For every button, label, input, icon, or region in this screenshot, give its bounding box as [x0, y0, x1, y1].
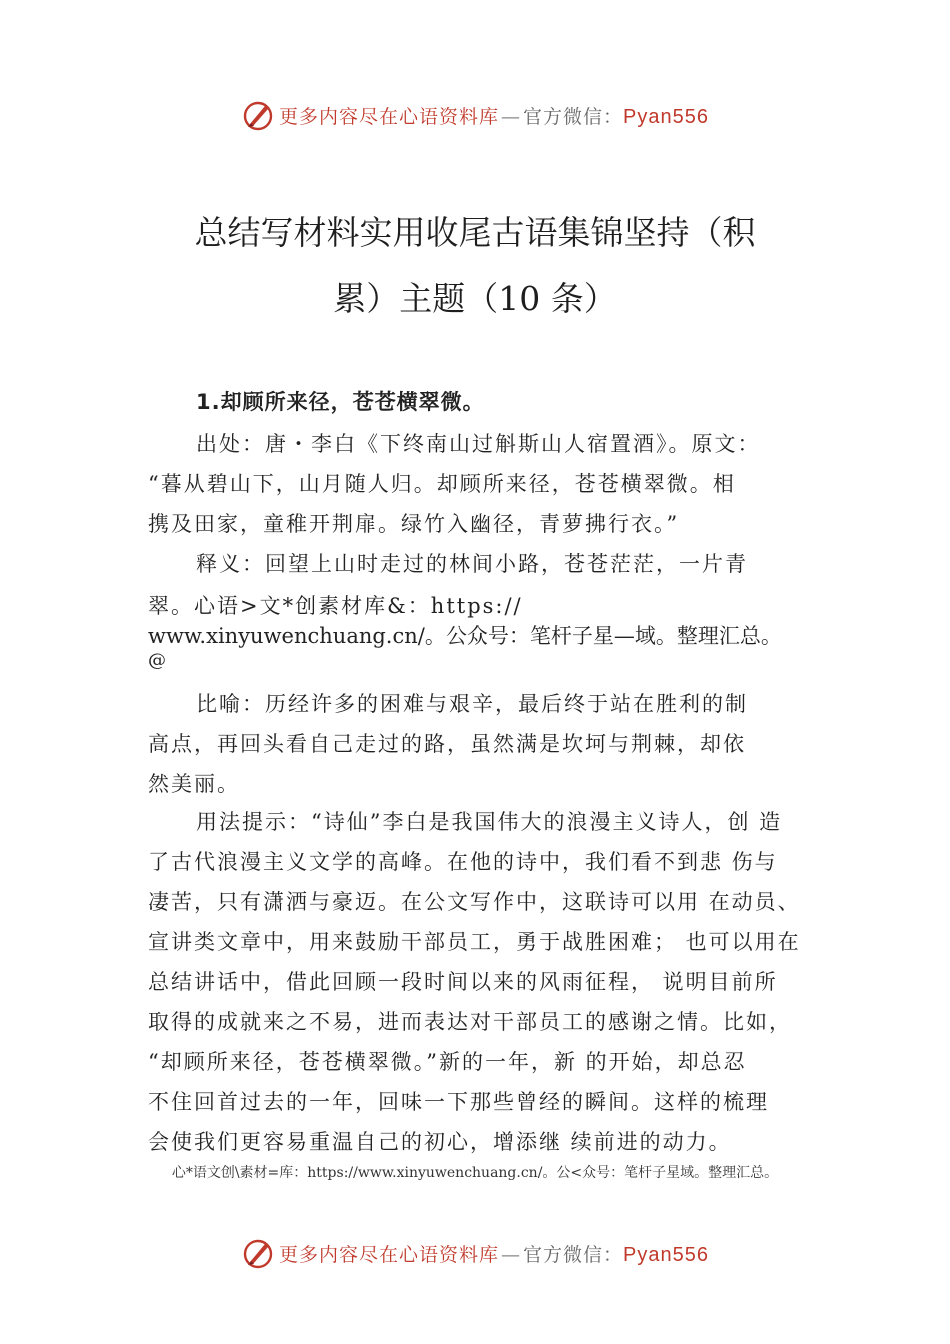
banner-text: [279, 102, 709, 129]
banner-wechat: Pyan556: [623, 105, 709, 128]
meaning-line: 翠。心语>文*创素材库&：https://: [148, 594, 523, 618]
title-line-2: 累）主题（10 条）: [333, 279, 617, 318]
metaphor-line: 高点，再回头看自己走过的路，虽然满是坎坷与荆棘，却依: [148, 732, 746, 756]
document-title: [100, 200, 850, 332]
banner-wechat: Pyan556: [623, 1243, 709, 1266]
section-heading: 1.却顾所来径，苍苍横翠微。: [196, 390, 485, 414]
brush-logo-icon: [241, 1236, 275, 1270]
usage-line: 用法提示：“诗仙”李白是我国伟大的浪漫主义诗人，创 造: [196, 810, 783, 834]
banner-sub: 官方微信：: [523, 1243, 624, 1266]
usage-line: 会使我们更容易重温自己的初心，增添继 续前进的动力。: [148, 1130, 732, 1154]
banner-brand: 更多内容尽在心语资料库: [279, 1243, 500, 1266]
meaning-line: @: [148, 650, 168, 671]
meaning-line: 释义：回望上山时走过的林间小路，苍苍茫茫，一片青: [196, 552, 748, 576]
banner-dash: —: [501, 105, 522, 128]
banner-text: [279, 1240, 709, 1267]
header-banner: [0, 95, 950, 135]
usage-line: 宣讲类文章中，用来鼓励干部员工，勇于战胜困难； 也可以用在: [148, 930, 801, 954]
usage-line: 总结讲话中，借此回顾一段时间以来的风雨征程， 说明目前所: [148, 970, 778, 994]
metaphor-line: 比喻：历经许多的困难与艰辛，最后终于站在胜利的制: [196, 692, 748, 716]
source-line: 携及田家，童稚开荆扉。绿竹入幽径，青萝拂行衣。”: [148, 512, 680, 536]
banner-sub: 官方微信：: [523, 105, 624, 128]
usage-line: “却顾所来径，苍苍横翠微。”新的一年，新 的开始，却总忍: [148, 1050, 747, 1074]
title-line-1: 总结写材料实用收尾古语集锦坚持（积: [194, 213, 756, 252]
usage-line: 不住回首过去的一年，回味一下那些曾经的瞬间。这样的梳理: [148, 1090, 769, 1114]
banner-brand: 更多内容尽在心语资料库: [279, 105, 500, 128]
metaphor-line: 然美丽。: [148, 772, 240, 796]
usage-line: 了古代浪漫主义文学的高峰。在他的诗中，我们看不到悲 伤与: [148, 850, 778, 874]
source-line: 出处：唐・李白《下终南山过斛斯山人宿置酒》。原文：: [196, 432, 761, 456]
footnote-watermark: 心*语文创\素材=库：https://www.xinyuwenchuang.cn/。公<众号：笔杆子星域。整理汇总。: [171, 1165, 779, 1181]
banner-dash: —: [501, 1243, 522, 1266]
source-line: “暮从碧山下，山月随人归。却顾所来径，苍苍横翠微。相: [148, 472, 736, 496]
brush-logo-icon: [241, 98, 275, 132]
usage-line: 取得的成就来之不易，进而表达对干部员工的感谢之情。比如，: [148, 1010, 792, 1034]
usage-line: 凄苦，只有潇洒与豪迈。在公文写作中，这联诗可以用 在动员、: [148, 890, 801, 914]
footer-banner: [0, 1233, 950, 1273]
meaning-line: www.xinyuwenchuang.cn/。公众号：笔杆子星—域。整理汇总。: [148, 624, 782, 648]
